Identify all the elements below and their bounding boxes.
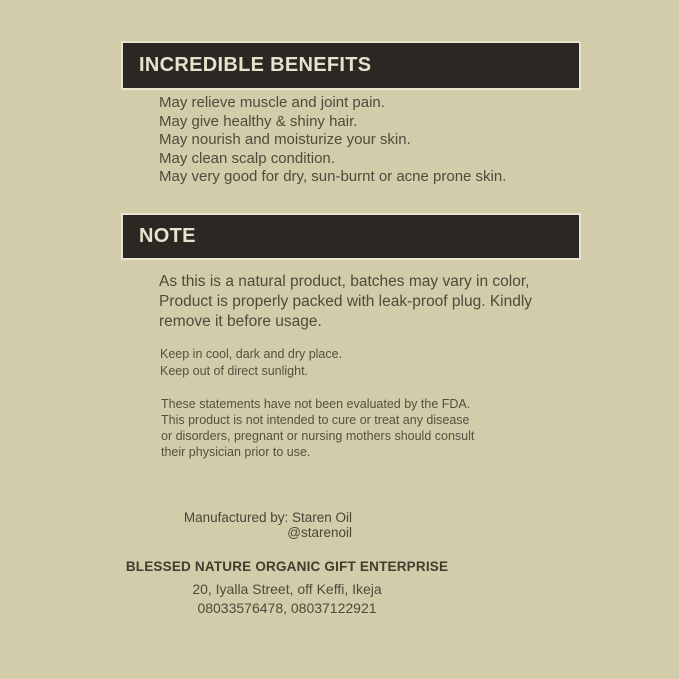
storage-instructions [160, 346, 342, 379]
company-phones: 08033576478, 08037122921 [197, 599, 377, 616]
manufacturer-line: Manufactured by: Staren Oil [183, 510, 352, 525]
fda-disclaimer-line: This product is not intended to cure or treat any disease [161, 413, 470, 427]
manufacturer-info [150, 511, 352, 540]
storage-instruction-line: Keep out of direct sunlight. [160, 363, 309, 378]
fda-disclaimer [161, 396, 474, 460]
fda-disclaimer-line: their physician prior to use. [161, 445, 311, 459]
benefits-list [159, 94, 506, 187]
storage-instruction-line: Keep in cool, dark and dry place. [160, 347, 343, 361]
benefit-item: May nourish and moisturize your skin. [159, 131, 411, 148]
benefit-item: May relieve muscle and joint pain. [159, 94, 385, 111]
note-paragraph-line: As this is a natural product, batches may vary in color, [159, 273, 530, 290]
note-header-bar [121, 213, 581, 260]
note-paragraph-line: remove it before usage. [159, 313, 322, 330]
benefit-item: May clean scalp condition. [159, 149, 335, 167]
note-paragraph [159, 272, 532, 332]
company-contact [122, 580, 452, 617]
fda-disclaimer-line: These statements have not been evaluated by the FDA. [161, 397, 471, 411]
fda-disclaimer-line: or disorders, pregnant or nursing mothers should consult [161, 429, 475, 443]
company-name: BLESSED NATURE ORGANIC GIFT ENTERPRISE [125, 559, 449, 574]
note-heading: NOTE [139, 225, 196, 247]
benefits-heading: INCREDIBLE BENEFITS [139, 54, 372, 76]
benefits-header-bar [121, 41, 581, 90]
note-paragraph-line: Product is properly packed with leak-proof plug. Kindly [159, 293, 533, 310]
benefit-item: May very good for dry, sun-burnt or acne prone skin. [159, 168, 507, 185]
benefit-item: May give healthy & shiny hair. [159, 112, 358, 130]
instagram-handle: @starenoil [287, 524, 352, 540]
company-address: 20, Iyalla Street, off Keffi, Ikeja [192, 581, 382, 597]
